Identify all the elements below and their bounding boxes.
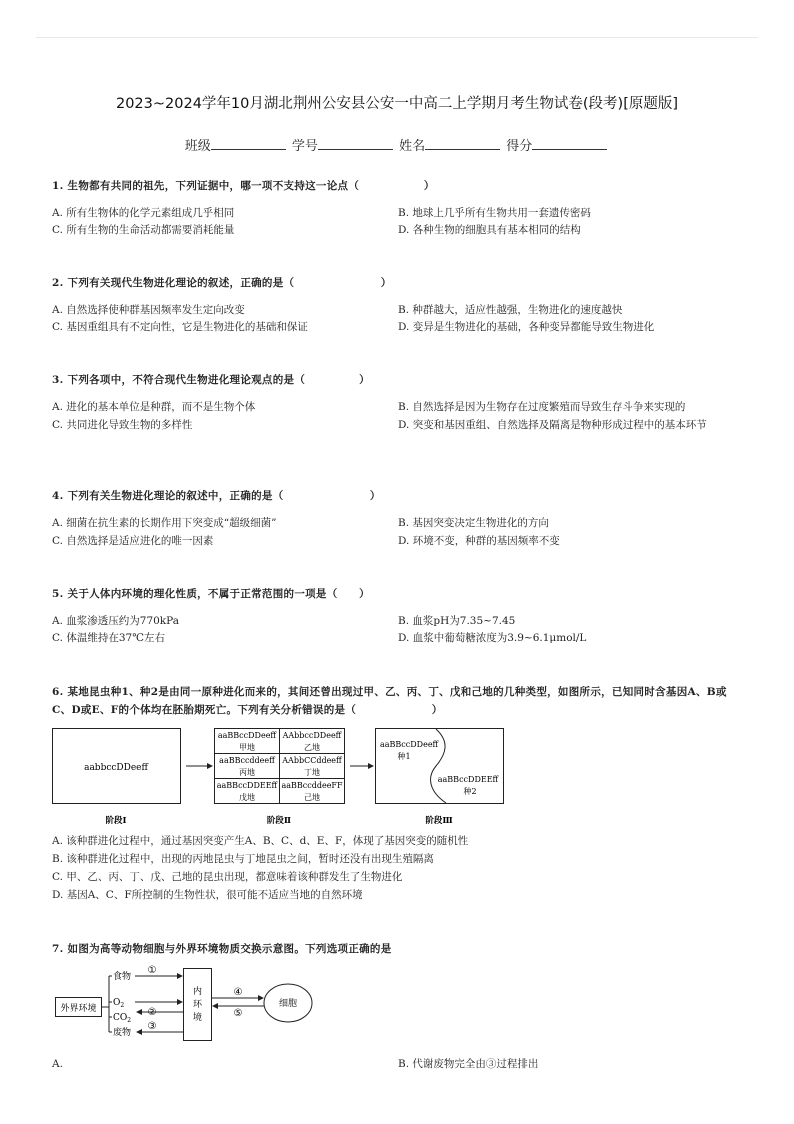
q7-figure bbox=[52, 962, 332, 1044]
grid-genotype: aaBBccddeeFF bbox=[281, 781, 343, 790]
score-field[interactable] bbox=[532, 137, 607, 150]
co2-label bbox=[113, 1013, 131, 1024]
internal-environment-char: 内 bbox=[192, 987, 203, 997]
stage1-genotype: aabbccDDeeff bbox=[84, 763, 148, 773]
grid-genotype: aaBBccDDeeff bbox=[217, 731, 277, 740]
species1-label: 种1 bbox=[397, 752, 411, 761]
option-d[interactable]: D. 血浆中葡萄糖浓度为3.9~6.1μmol/L bbox=[398, 632, 587, 644]
option-a[interactable]: A. 所有生物体的化学元素组成几乎相同 bbox=[52, 207, 235, 219]
header-rule bbox=[36, 37, 758, 38]
class-label: 班级 bbox=[184, 139, 211, 154]
marker-2: ② bbox=[147, 1007, 157, 1018]
score-label: 得分 bbox=[506, 139, 533, 154]
option-d[interactable]: D. 基因A、C、F所控制的生物性状，很可能不适应当地的自然环境 bbox=[52, 889, 363, 901]
stage-label: 阶段Ⅲ bbox=[425, 816, 453, 826]
internal-environment-char: 境 bbox=[192, 1013, 203, 1023]
option-a[interactable]: A. 血浆渗透压约为770kPa bbox=[52, 615, 180, 627]
grid-genotype: aaBBccDDEEff bbox=[216, 781, 278, 790]
co2-text: CO bbox=[113, 1013, 128, 1023]
grid-place: 戊地 bbox=[239, 793, 255, 802]
internal-environment-char: 环 bbox=[192, 1000, 203, 1010]
stage-label: 阶段Ⅱ bbox=[266, 816, 292, 826]
question-stem: 3. 下列各项中，不符合现代生物进化理论观点的是（ ） bbox=[52, 374, 370, 386]
question-6 bbox=[52, 683, 742, 719]
option-b[interactable]: B. 该种群进化过程中，出现的丙地昆虫与丁地昆虫之间，暂时还没有出现生殖隔离 bbox=[52, 853, 434, 865]
grid-genotype: aaBBccddeeff bbox=[219, 756, 275, 765]
grid-place: 丁地 bbox=[304, 768, 320, 777]
option-c[interactable]: C. 自然选择是适应进化的唯一因素 bbox=[52, 535, 214, 547]
option-a[interactable]: A. bbox=[52, 1058, 63, 1070]
option-b[interactable]: B. 自然选择是因为生物存在过度繁殖而导致生存斗争来实现的 bbox=[398, 401, 686, 413]
option-d[interactable]: D. 突变和基因重组、自然选择及隔离是物种形成过程中的基本环节 bbox=[398, 419, 707, 431]
waste-label: 废物 bbox=[113, 1028, 132, 1038]
question-3 bbox=[52, 371, 752, 449]
question-1 bbox=[52, 177, 752, 235]
outer-environment-label: 外界环境 bbox=[60, 1004, 97, 1014]
option-b[interactable]: B. 代谢废物完全由③过程排出 bbox=[398, 1058, 539, 1070]
food-label: 食物 bbox=[113, 972, 132, 982]
question-stem: 6. 某地昆虫种1、种2是由同一原种进化而来的，其间还曾出现过甲、乙、丙、丁、戊和己地的几种类型，如图所示，已知同时含基因A、B或C、D或E、F的个体均在胚胎期死亡。下列有关分析错误的是（ ） bbox=[52, 686, 727, 716]
o2-subscript: 2 bbox=[120, 1002, 125, 1009]
question-stem: 1. 生物都有共同的祖先，下列证据中，哪一项不支持这一论点（ ） bbox=[52, 180, 435, 192]
marker-5: ⑤ bbox=[233, 1008, 243, 1019]
student-info-row bbox=[0, 135, 794, 154]
option-a[interactable]: A. 细菌在抗生素的长期作用下突变成“超级细菌” bbox=[52, 517, 277, 529]
question-stem: 4. 下列有关生物进化理论的叙述中，正确的是（ ） bbox=[52, 490, 381, 502]
marker-3: ③ bbox=[147, 1021, 157, 1032]
grid-place: 甲地 bbox=[239, 743, 255, 752]
option-c[interactable]: C. 体温维持在37℃左右 bbox=[52, 632, 165, 644]
question-4 bbox=[52, 487, 752, 545]
option-b[interactable]: B. 基因突变决定生物进化的方向 bbox=[398, 517, 549, 529]
question-2 bbox=[52, 274, 752, 332]
option-b[interactable]: B. 地球上几乎所有生物共用一套遗传密码 bbox=[398, 207, 591, 219]
grid-place: 乙地 bbox=[304, 743, 320, 752]
species2-genotype: aaBBccDDEEff bbox=[437, 775, 499, 784]
student-id-label: 学号 bbox=[291, 139, 318, 154]
o2-text: O bbox=[113, 998, 121, 1008]
option-c[interactable]: C. 所有生物的生命活动都需要消耗能量 bbox=[52, 224, 235, 236]
o2-label bbox=[113, 998, 124, 1009]
option-a[interactable]: A. 该种群进化过程中，通过基因突变产生A、B、C、d、E、F，体现了基因突变的随机性 bbox=[52, 835, 469, 847]
cell-label: 细胞 bbox=[278, 999, 298, 1009]
option-d[interactable]: D. 环境不变，种群的基因频率不变 bbox=[398, 535, 560, 547]
option-a[interactable]: A. 自然选择使种群基因频率发生定向改变 bbox=[52, 304, 245, 316]
option-a[interactable]: A. 进化的基本单位是种群，而不是生物个体 bbox=[52, 401, 256, 413]
option-d[interactable]: D. 各种生物的细胞具有基本相同的结构 bbox=[398, 224, 581, 236]
co2-subscript: 2 bbox=[127, 1017, 132, 1024]
question-6-options bbox=[52, 832, 752, 907]
question-7-options bbox=[52, 1055, 752, 1075]
species1-genotype: aaBBccDDeeff bbox=[380, 740, 439, 749]
q6-figure bbox=[52, 726, 512, 830]
option-c[interactable]: C. 基因重组具有不定向性，它是生物进化的基础和保证 bbox=[52, 321, 308, 333]
question-5 bbox=[52, 585, 752, 643]
name-field[interactable] bbox=[425, 137, 500, 150]
grid-place: 丙地 bbox=[239, 768, 255, 777]
option-b[interactable]: B. 血浆pH为7.35~7.45 bbox=[398, 615, 516, 627]
question-stem: 5. 关于人体内环境的理化性质，不属于正常范围的一项是（ ） bbox=[52, 588, 370, 600]
option-b[interactable]: B. 种群越大，适应性越强，生物进化的速度越快 bbox=[398, 304, 623, 316]
question-7 bbox=[52, 940, 752, 958]
student-id-field[interactable] bbox=[318, 137, 393, 150]
species2-label: 种2 bbox=[463, 787, 477, 796]
option-c[interactable]: C. 甲、乙、丙、丁、戊、己地的昆虫出现，都意味着该种群发生了生物进化 bbox=[52, 871, 403, 883]
arrow-2-head bbox=[368, 763, 374, 769]
question-stem: 7. 如图为高等动物细胞与外界环境物质交换示意图。下列选项正确的是 bbox=[52, 943, 392, 955]
grid-place: 己地 bbox=[304, 793, 320, 802]
name-label: 姓名 bbox=[399, 139, 426, 154]
stage-label: 阶段Ⅰ bbox=[105, 816, 127, 826]
option-c[interactable]: C. 共同进化导致生物的多样性 bbox=[52, 419, 193, 431]
option-d[interactable]: D. 变异是生物进化的基础，各种变异都能导致生物进化 bbox=[398, 321, 655, 333]
question-stem: 2. 下列有关现代生物进化理论的叙述，正确的是（ ） bbox=[52, 277, 392, 289]
grid-genotype: AAbbCCddeeff bbox=[282, 756, 342, 765]
page-title: 2023~2024学年10月湖北荆州公安县公安一中高二上学期月考生物试卷(段考)[原题版] bbox=[115, 96, 679, 112]
grid-genotype: AAbbccDDeeff bbox=[282, 731, 342, 740]
class-field[interactable] bbox=[211, 137, 286, 150]
marker-1: ① bbox=[147, 965, 157, 976]
arrow-1-head bbox=[207, 763, 213, 769]
marker-4: ④ bbox=[233, 987, 243, 998]
